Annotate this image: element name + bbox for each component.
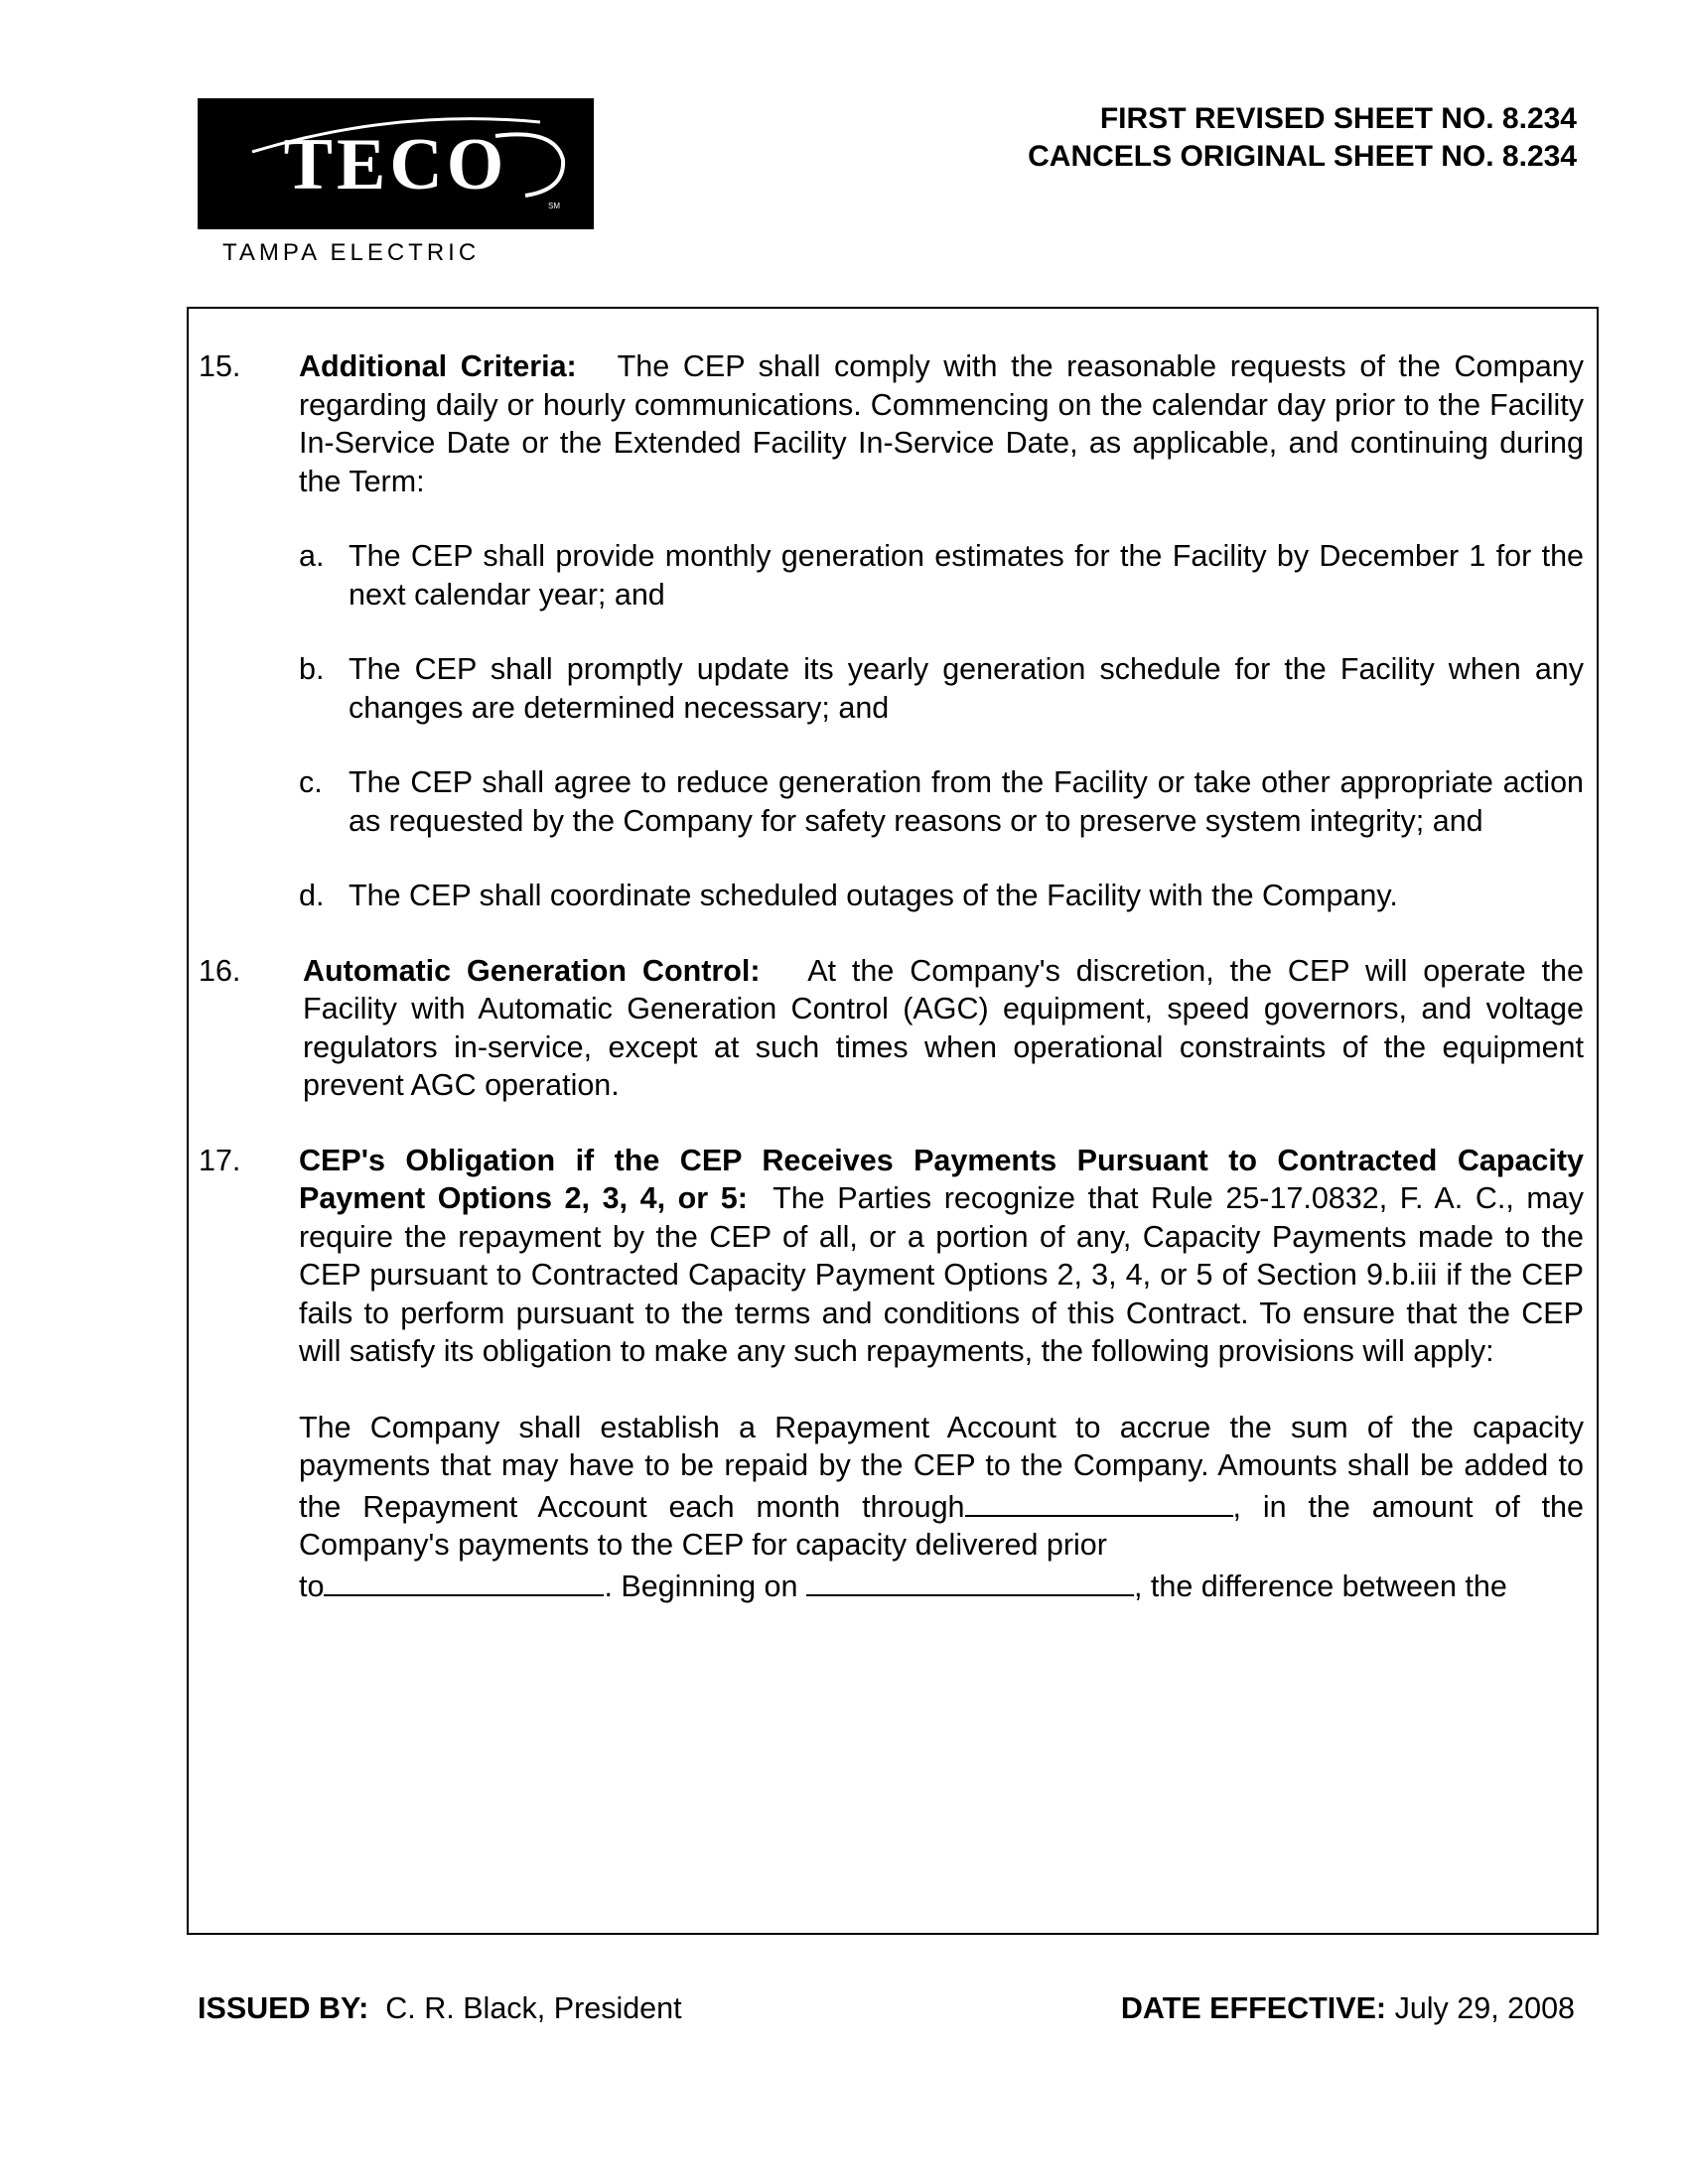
section-heading: CEP's Obligation if the CEP Receives Payments Pursuant to Contracted Capacity Payment Options 2, 3, 4, or 5: [299, 1143, 1584, 1215]
company-logo [198, 98, 594, 229]
date-effective-value: July 29, 2008 [1394, 1991, 1575, 2025]
repayment-text-beginning: . Beginning on [604, 1569, 798, 1603]
repayment-text-part1: The Company shall establish a Repayment Account to accrue the sum of the capacity payments that may have to be repaid by the CEP to the Company. Amounts shall be added to the Repayment Account each month through [299, 1410, 1584, 1524]
issued-by-label: ISSUED BY: [198, 1991, 369, 2025]
blank-line [806, 1565, 1134, 1596]
sheet-number-block [1028, 100, 1577, 176]
logo-text: TECO [283, 124, 508, 205]
section-paragraph [299, 347, 1584, 500]
sheet-number-line1: FIRST REVISED SHEET NO. 8.234 [1099, 102, 1577, 135]
date-effective [1121, 1989, 1575, 2027]
logo-tagline: TAMPA ELECTRIC [222, 239, 481, 266]
blank-line [965, 1485, 1233, 1517]
section-heading: Automatic Generation Control: [303, 953, 761, 988]
section-text: The CEP shall comply with the reasonable requests of the Company regarding daily or hourly communications. Commencing on the calendar day prior to the Facility In-Service Date or the Extended Facility In-Service Date, as applicable, and continuing during the Term: [299, 349, 1585, 498]
logo-service-mark: SM [548, 202, 560, 210]
section-17 [199, 1142, 1584, 1606]
repayment-paragraph [299, 1409, 1584, 1565]
repayment-text-to: to [299, 1569, 325, 1603]
section-15 [199, 347, 1584, 915]
document-body [199, 347, 1584, 1642]
section-text: The Parties recognize that Rule 25-17.0832, F. A. C., may require the repayment by the CEP of all, or a portion of any, Capacity Payments made to the CEP pursuant to Contracted Capacity Payment Options 2, 3, 4, or 5 of Section 9.b.iii if the CEP fails to perform pursuant to the terms and conditions of this Contract. To ensure that the CEP will satisfy its obligation to make any such repayments, the following provisions will apply: [299, 1181, 1585, 1368]
sub-item-letter: c. [299, 765, 323, 799]
blank-line [324, 1565, 604, 1596]
sub-item-text: The CEP shall provide monthly generation estimates for the Facility by December 1 for the next calendar year; and [349, 539, 1584, 612]
sub-item-letter: d. [299, 879, 325, 912]
section-text: At the Company's discretion, the CEP will operate the Facility with Automatic Generation Control (AGC) equipment, speed governors, and voltage regulators in-service, except at such times when operational constraints of the equipment prevent AGC operation. [303, 953, 1584, 1102]
section-paragraph [303, 952, 1584, 1105]
sub-item-letter: a. [299, 539, 325, 573]
section-16 [199, 952, 1584, 1105]
repayment-text-end: , the difference between the [1133, 1569, 1507, 1603]
sub-item-text: The CEP shall promptly update its yearly generation schedule for the Facility when any changes are determined necessary; and [349, 652, 1584, 725]
sheet-number-line2: CANCELS ORIGINAL SHEET NO. 8.234 [1028, 140, 1577, 173]
sub-item-a [299, 537, 1584, 614]
repayment-paragraph-last-line [299, 1565, 1584, 1606]
sub-item-d [299, 877, 1584, 915]
sub-item-text: The CEP shall agree to reduce generation from the Facility or take other appropriate action as requested by the Company for safety reasons or to preserve system integrity; and [349, 765, 1584, 838]
sub-item-text: The CEP shall coordinate scheduled outages of the Facility with the Company. [349, 879, 1398, 912]
sub-item-letter: b. [299, 652, 325, 686]
issued-by-value: C. R. Black, President [385, 1991, 682, 2025]
section-heading: Additional Criteria: [299, 349, 577, 383]
sub-item-c [299, 763, 1584, 840]
section-paragraph [299, 1142, 1584, 1371]
section-number: 15. [199, 349, 241, 383]
sub-item-b [299, 650, 1584, 727]
section-number: 17. [199, 1143, 241, 1177]
repayment-text-part2: , in the amount of the Company's payments to the CEP for capacity delivered prior [299, 1489, 1584, 1562]
section-number: 16. [199, 953, 241, 988]
issued-by [198, 1989, 682, 2027]
date-effective-label: DATE EFFECTIVE: [1120, 1991, 1387, 2025]
